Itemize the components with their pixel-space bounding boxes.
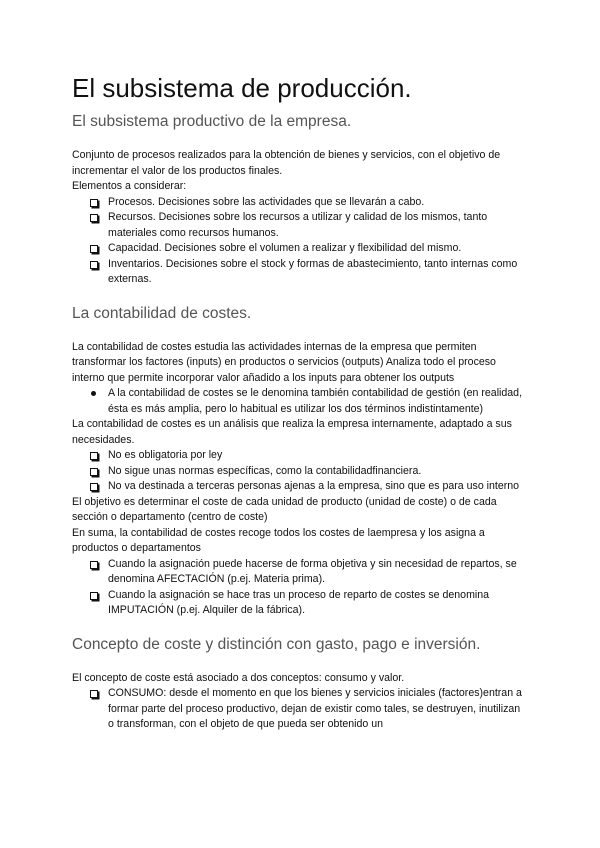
checkbox-list <box>72 448 528 495</box>
checkbox-bullet-icon <box>90 261 98 269</box>
list-item: Capacidad. Decisiones sobre el volumen a realizar y flexibilidad del mismo. <box>72 241 528 257</box>
paragraph: El objetivo es determinar el coste de cada unidad de producto (unidad de coste) o de cada sección o departamento (centro de coste) <box>72 495 497 523</box>
bullet-list <box>72 386 528 417</box>
list-item: Procesos. Decisiones sobre las actividades que se llevarán a cabo. <box>72 195 528 211</box>
section-heading-contabilidad: La contabilidad de costes. <box>72 304 252 322</box>
checkbox-bullet-icon <box>90 214 98 222</box>
list-item: CONSUMO: desde el momento en que los bienes y servicios iniciales (factores)entran a formar parte del proceso productivo, dejan de existir como tales, se destruyen, inutilizan o transforman, con el objeto de que pueda ser obtenido un <box>72 686 528 733</box>
checkbox-bullet-icon <box>90 199 98 207</box>
list-item: Recursos. Decisiones sobre los recursos a utilizar y calidad de los mismos, tanto materiales como recursos humanos. <box>72 210 528 241</box>
checkbox-bullet-icon <box>90 561 98 569</box>
list-item: No va destinada a terceras personas ajenas a la empresa, sino que es para uso interno <box>72 479 528 495</box>
section-heading-subsistema: El subsistema productivo de la empresa. <box>72 113 352 130</box>
bullet-dot-icon <box>91 391 96 396</box>
document-page <box>72 72 528 733</box>
checkbox-bullet-icon <box>90 690 98 698</box>
paragraph: La contabilidad de costes es un análisis que realiza la empresa internamente, adaptado a sus necesidades. <box>72 418 512 446</box>
list-item: No es obligatoria por ley <box>72 448 528 464</box>
list-item: Cuando la asignación puede hacerse de forma objetiva y sin necesidad de repartos, se denomina AFECTACIÓN (p.ej. Materia prima). <box>72 557 528 588</box>
list-item: No sigue unas normas específicas, como la contabilidadfinanciera. <box>72 464 528 480</box>
paragraph: En suma, la contabilidad de costes recoge todos los costes de laempresa y los asigna a productos o departamentos <box>72 526 485 554</box>
paragraph: El concepto de coste está asociado a dos conceptos: consumo y valor. <box>72 671 405 684</box>
checkbox-bullet-icon <box>90 452 98 460</box>
checkbox-list <box>72 195 528 288</box>
document-title: El subsistema de producción. <box>72 73 412 103</box>
checkbox-bullet-icon <box>90 245 98 253</box>
checkbox-bullet-icon <box>90 483 98 491</box>
checkbox-list <box>72 686 528 733</box>
checkbox-bullet-icon <box>90 468 98 476</box>
paragraph: La contabilidad de costes estudia las actividades internas de la empresa que permiten transformar los factores (inputs) en productos o servicios (outputs) Analiza todo el proceso interno que permite incorporar valor añadido a los inputs para obtener los outputs <box>72 340 496 384</box>
list-item: Inventarios. Decisiones sobre el stock y formas de abastecimiento, tanto internas como externas. <box>72 257 528 288</box>
list-item: A la contabilidad de costes se le denomina también contabilidad de gestión (en realidad, ésta es más amplia, pero lo habitual es utilizar los dos términos indistintamente) <box>72 386 528 417</box>
section-heading-concepto-coste: Concepto de coste y distinción con gasto, pago e inversión. <box>72 635 481 653</box>
checkbox-list <box>72 557 528 619</box>
paragraph: Conjunto de procesos realizados para la obtención de bienes y servicios, con el objetivo de incrementar el valor de los productos finales. <box>72 149 501 177</box>
checkbox-bullet-icon <box>90 592 98 600</box>
list-item: Cuando la asignación se hace tras un proceso de reparto de costes se denomina IMPUTACIÓN (p.ej. Alquiler de la fábrica). <box>72 588 528 619</box>
paragraph: Elementos a considerar: <box>72 180 187 192</box>
